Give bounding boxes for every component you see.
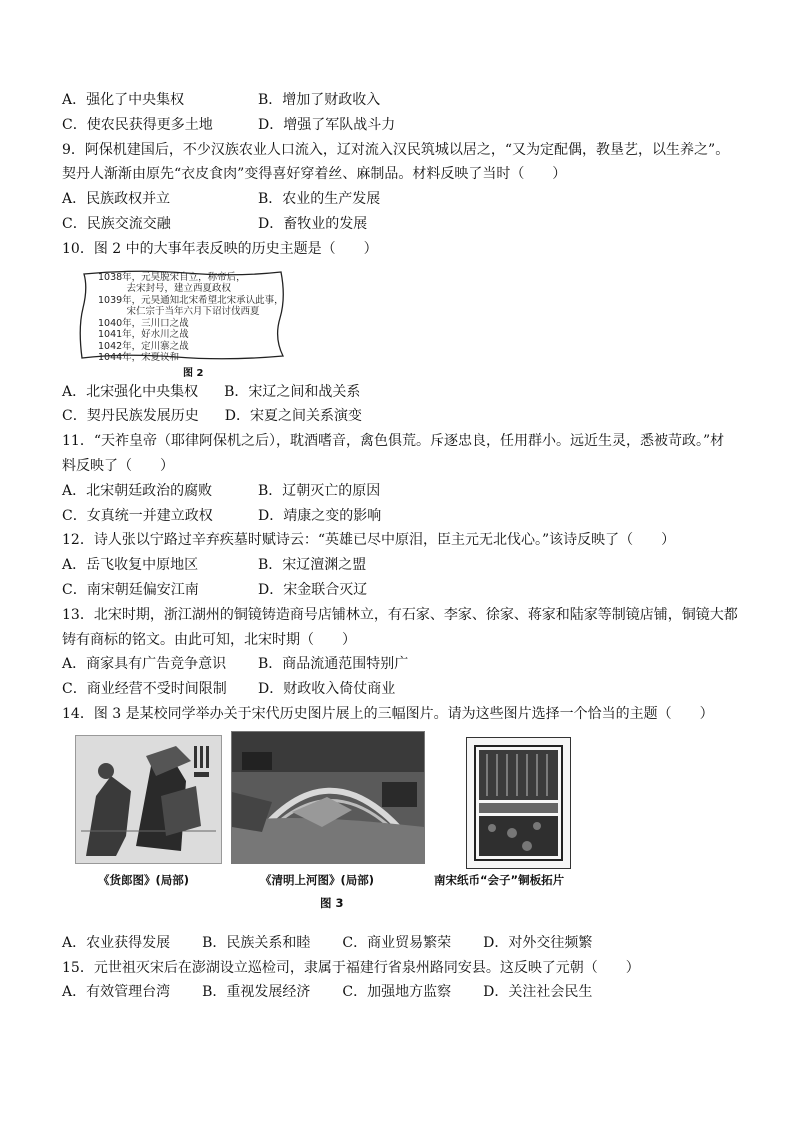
q9-option-d[interactable]: D．畜牧业的发展: [258, 215, 368, 232]
q12-option-a[interactable]: A．岳飞收复中原地区: [62, 557, 199, 574]
q9-options-row1: [62, 187, 742, 212]
huizi-banknote-rubbing-image: [466, 737, 571, 869]
exam-page: [62, 88, 742, 1005]
q13-stem-line1: 13．北宋时期，浙江湖州的铜镜铸造商号店铺林立，有石家、李家、徐家、蒋家和陆家等制镜店铺，铜镜大都: [62, 606, 738, 623]
qingming-painting-image: [231, 731, 425, 864]
q14-option-c[interactable]: C．商业贸易繁荣: [342, 934, 452, 951]
q9-stem-line2: 契丹人渐渐由原先“衣皮食肉”变得喜好穿着丝、麻制品。材料反映了当时（ ）: [62, 166, 567, 183]
figure-2-timeline: [76, 268, 286, 378]
timeline-event: 去宋封号，建立西夏政权: [98, 283, 232, 295]
timeline-event: 1042年，定川寨之战: [98, 340, 189, 352]
q10-option-a[interactable]: A．北宋强化中央集权: [62, 383, 199, 400]
q10-options-row1: [62, 380, 742, 405]
q15-options-row: [62, 980, 742, 1005]
q14-options-row: [62, 931, 742, 956]
q13-options-row1: [62, 652, 742, 677]
figure-3-caption-1: 《货郎图》(局部): [98, 872, 190, 887]
figure-3-images: [62, 731, 742, 931]
q13-options-row2: [62, 677, 742, 702]
q14-option-a[interactable]: A．农业获得发展: [62, 934, 171, 951]
q9-option-c[interactable]: C．民族交流交融: [62, 215, 171, 232]
q11-option-b[interactable]: B．辽朝灭亡的原因: [258, 482, 381, 499]
q9-stem-line1: 9．阿保机建国后，不少汉族农业人口流入，辽对流入汉民筑城以居之，“又为定配偶，教垦艺，以生养之”。: [62, 141, 730, 158]
timeline-event: 宋仁宗于当年六月下诏讨伐西夏: [98, 306, 260, 318]
q15-option-b[interactable]: B．重视发展经济: [202, 984, 311, 1001]
q13-option-c[interactable]: C．商业经营不受时间限制: [62, 681, 227, 698]
q15-option-c[interactable]: C．加强地方监察: [342, 984, 452, 1001]
timeline-event: 1041年，好水川之战: [98, 329, 189, 341]
q9-option-a[interactable]: A．民族政权并立: [62, 191, 171, 208]
q14-option-d[interactable]: D．对外交往频繁: [483, 934, 593, 951]
q14-option-b[interactable]: B．民族关系和睦: [202, 934, 311, 951]
q8-option-c[interactable]: C．使农民获得更多土地: [62, 116, 213, 133]
q13-stem-line2: 铸有商标的铭文。由此可知，北宋时期（ ）: [62, 631, 356, 648]
q8-options-row2: [62, 113, 742, 138]
q14-stem: 14．图 3 是某校同学举办关于宋代历史图片展上的三幅图片。请为这些图片选择一个恰当的主题（ ）: [62, 705, 714, 722]
q9-option-b[interactable]: B．农业的生产发展: [258, 191, 381, 208]
q11-stem-line1: 11．“天祚皇帝（耶律阿保机之后），耽酒嗜音，禽色俱荒。斥逐忠良，任用群小。远近生灵，悉被苛政。”材: [62, 433, 725, 450]
huolang-painting-image: [75, 735, 222, 864]
figure-3-label: 图 3: [320, 895, 344, 910]
q8-options-row1: [62, 88, 742, 113]
timeline-event: 1044年，宋夏议和: [98, 352, 180, 364]
q8-option-b[interactable]: B．增加了财政收入: [258, 92, 381, 108]
q10-stem: 10．图 2 中的大事年表反映的历史主题是（ ）: [62, 240, 378, 257]
q12-options-row1: [62, 553, 742, 578]
q10-option-c[interactable]: C．契丹民族发展历史: [62, 408, 199, 425]
q11-option-d[interactable]: D．靖康之变的影响: [258, 507, 382, 524]
timeline-event: 1039年，元昊通知北宋希望北宋承认此事，: [98, 294, 284, 306]
q11-options-row1: [62, 479, 742, 504]
q12-options-row2: [62, 578, 742, 603]
q8-option-a[interactable]: A．强化了中央集权: [62, 92, 185, 108]
q11-stem-line2: 料反映了（ ）: [62, 457, 174, 474]
q11-option-c[interactable]: C．女真统一并建立政权: [62, 507, 213, 524]
q10-option-b[interactable]: B．宋辽之间和战关系: [224, 383, 361, 400]
figure-3-caption-2: 《清明上河图》(局部): [260, 872, 375, 887]
q11-option-a[interactable]: A．北宋朝廷政治的腐败: [62, 482, 213, 499]
q8-option-d[interactable]: D．增强了军队战斗力: [258, 116, 396, 133]
timeline-event: 1038年，元昊脱宋自立，称帝后，: [98, 271, 246, 283]
q13-option-b[interactable]: B．商品流通范围特别广: [258, 656, 409, 673]
q11-options-row2: [62, 504, 742, 529]
q15-stem: 15．元世祖灭宋后在澎湖设立巡检司，隶属于福建行省泉州路同安县。这反映了元朝（ ）: [62, 959, 640, 976]
q9-options-row2: [62, 212, 742, 237]
q13-option-d[interactable]: D．财政收入倚仗商业: [258, 681, 396, 698]
q15-option-d[interactable]: D．关注社会民生: [483, 984, 593, 1001]
q12-stem: 12．诗人张以宁路过辛弃疾墓时赋诗云：“英雄已尽中原泪，臣主元无北伐心。”该诗反映了（ ）: [62, 532, 676, 549]
figure-3-caption-3: 南宋纸币“会子”铜板拓片: [434, 872, 565, 887]
q12-option-b[interactable]: B．宋辽澶渊之盟: [258, 557, 367, 574]
timeline-event: 1040年，三川口之战: [98, 317, 189, 329]
q10-option-d[interactable]: D．宋夏之间关系演变: [224, 408, 362, 425]
q12-option-c[interactable]: C．南宋朝廷偏安江南: [62, 581, 199, 598]
q12-option-d[interactable]: D．宋金联合灭辽: [258, 581, 368, 598]
q15-option-a[interactable]: A．有效管理台湾: [62, 984, 171, 1001]
q13-option-a[interactable]: A．商家具有广告竞争意识: [62, 656, 227, 673]
figure-2-caption: 图 2: [183, 367, 204, 379]
q10-options-row2: [62, 404, 742, 429]
